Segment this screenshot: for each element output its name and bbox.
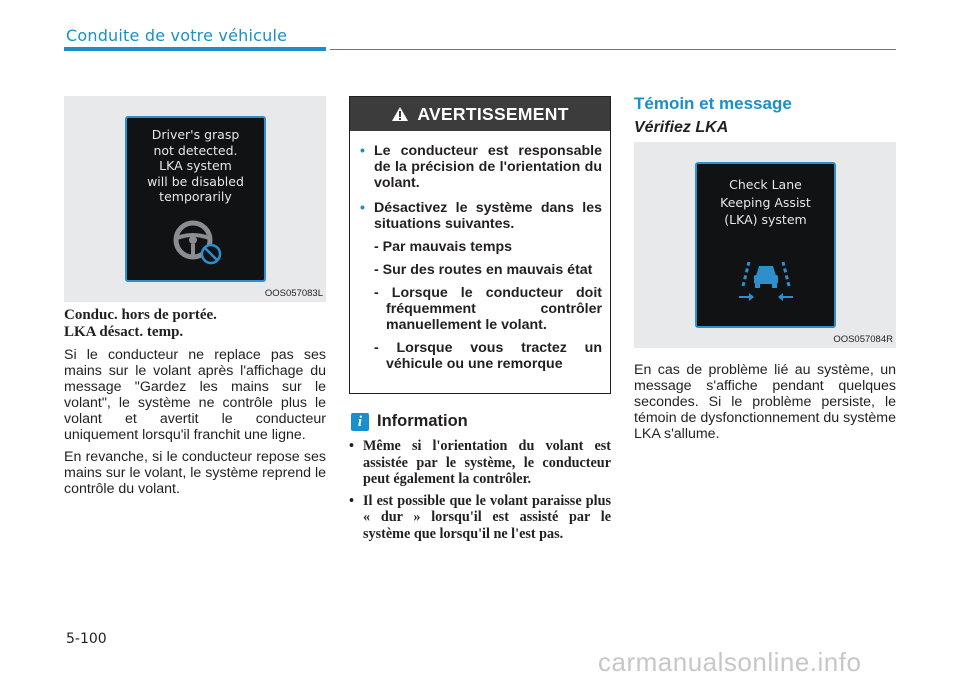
subheading: Vérifiez LKA [634, 119, 729, 136]
list-item: • Le conducteur est responsable de la précision de l'orientation du volant. [360, 143, 602, 191]
info-title: Information [377, 412, 468, 430]
header-rule-thick [64, 47, 326, 51]
list-item: • Même si l'orientation du volant est assistée par le système, le conducteur peut également la contrôler. [349, 438, 611, 488]
screen-message: Driver's grasp not detected. LKA system will be disabled temporarily [147, 127, 244, 204]
heading-line-2: LKA désact. temp. [64, 324, 184, 340]
sub-item: - Lorsque vous tractez un véhicule ou une remorque [374, 340, 602, 372]
figure-code: OOS057083L [264, 288, 323, 299]
section-title: Conduite de votre véhicule [66, 26, 288, 45]
warning-box [349, 96, 611, 394]
header-rule-thin [330, 49, 896, 50]
heading-out-of-range [64, 307, 326, 341]
info-list [349, 438, 611, 548]
right-body [634, 362, 896, 448]
paragraph: Si le conducteur ne replace pas ses mains sur le volant après l'affichage du message "Gardez les mains sur le volant", le système ne contrôle plus le volant et avertit le conducteur uniquement lorsqu'il franchit une ligne. [64, 347, 326, 443]
figure-code: OOS057084R [833, 334, 893, 345]
sub-item: - Par mauvais temps [374, 239, 512, 255]
heading-line-1: Conduc. hors de portée. [64, 307, 217, 323]
section-heading: Témoin et message [634, 94, 792, 113]
sub-item: - Lorsque le conducteur doit fréquemment contrôler manuellement le volant. [374, 285, 602, 333]
paragraph: En revanche, si le conducteur repose ses mains sur le volant, le système reprend le contrôle du volant. [64, 449, 326, 497]
info-heading [351, 412, 468, 431]
warning-title: AVERTISSEMENT [417, 103, 569, 124]
left-body [64, 347, 326, 503]
page-number: 5-100 [66, 631, 107, 647]
figure-check-lka [634, 142, 896, 348]
info-icon: i [351, 413, 369, 431]
steering-wheel-icon [171, 218, 229, 268]
sub-item: - Sur des routes en mauvais état [374, 262, 593, 278]
warning-header [350, 97, 610, 131]
cluster-screen [695, 162, 836, 328]
watermark: carmanualsonline.info [598, 647, 862, 677]
figure-lka-disabled [64, 96, 326, 302]
list-item: • Il est possible que le volant paraisse plus « dur » lorsqu'il est assisté par le système que lorsqu'il ne l'est pas. [349, 492, 611, 542]
screen-message: Check Lane Keeping Assist (LKA) system [720, 177, 811, 227]
warning-list [350, 131, 610, 372]
lka-car-icon [735, 254, 797, 304]
warning-triangle-icon [391, 106, 409, 122]
cluster-screen [125, 116, 266, 282]
paragraph: En cas de problème lié au système, un message s'affiche pendant quelques secondes. Si le problème persiste, le témoin de dysfonctionnement du système LKA s'allume. [634, 362, 896, 442]
list-item: • Désactivez le système dans les situations suivantes. - Par mauvais temps - Sur des routes en mauvais état - Lorsque le conducteur doit fréquemment contrôler manuellement le volant. - Lorsque vous tractez un véhicule ou une remorque [360, 200, 602, 372]
